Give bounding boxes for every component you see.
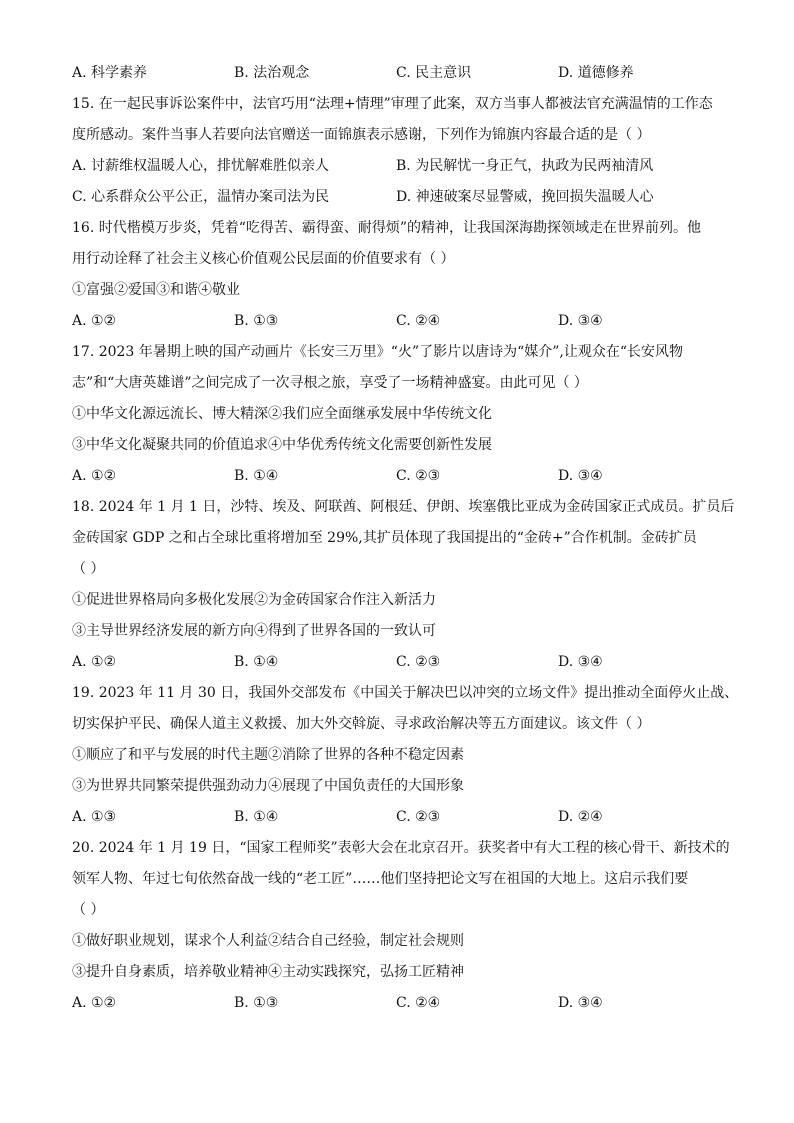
q16-stem-line-1: 16. 时代楷模万步炎，凭着“吃得苦、霸得蛮、耐得烦”的精神，让我国深海勘探领域走在世界前列。他	[72, 220, 702, 236]
q20-option-b[interactable]: B. ①③	[234, 995, 279, 1011]
q17-statements-1: ①中华文化源远流长、博大精深②我们应全面继承发展中华传统文化	[72, 406, 492, 422]
q20-stem-line-1: 20. 2024 年 1 月 19 日，“国家工程师奖”表彰大会在北京召开。获奖者中有大工程的核心骨干、新技术的	[72, 840, 730, 856]
q14-option-d[interactable]: D. 道德修养	[558, 65, 634, 81]
q18-stem-line-1: 18. 2024 年 1 月 1 日，沙特、埃及、阿联酋、阿根廷、伊朗、埃塞俄比亚成为金砖国家正式成员。扩员后	[72, 499, 735, 515]
q19-stem-line-1: 19. 2023 年 11 月 30 日，我国外交部发布《中国关于解决巴以冲突的立场文件》提出推动全面停火止战、	[72, 685, 739, 701]
q15-stem-line-2: 度所感动。案件当事人若要向法官赠送一面锦旗表示感谢，下列作为锦旗内容最合适的是（ ）	[72, 127, 651, 143]
q14-options	[72, 58, 722, 89]
q18-options	[72, 647, 722, 678]
q16-options	[72, 306, 722, 337]
q19-stem-line-2: 切实保护平民、确保人道主义救援、加大外交斡旋、寻求政治解决等五方面建议。该文件（ ）	[72, 716, 651, 732]
q15-option-c[interactable]: C. 心系群众公平公正，温情办案司法为民	[72, 189, 330, 205]
q20-options	[72, 988, 722, 1019]
q16-statements: ①富强②爱国③和谐④敬业	[72, 282, 240, 298]
q15-options-row-1	[72, 151, 722, 182]
q18-option-c[interactable]: C. ②③	[396, 654, 441, 670]
q15-option-b[interactable]: B. 为民解忧一身正气，执政为民两袖清风	[396, 158, 654, 174]
q17-stem-line-2: 志”和“大唐英雄谱”之间完成了一次寻根之旅，享受了一场精神盛宴。由此可见（ ）	[72, 375, 588, 391]
q20-statements-1: ①做好职业规划，谋求个人利益②结合自己经验，制定社会规则	[72, 933, 464, 949]
q18-stem-line-3: （ ）	[72, 561, 105, 577]
q19-statements-2: ③为世界共同繁荣提供强劲动力④展现了中国负责任的大国形象	[72, 778, 464, 794]
q16-option-c[interactable]: C. ②④	[396, 313, 441, 329]
q17-option-c[interactable]: C. ②③	[396, 468, 441, 484]
q20-stem-line-3: （ ）	[72, 902, 105, 918]
q15-stem-line-1: 15. 在一起民事诉讼案件中，法官巧用“法理+情理”审理了此案，双方当事人都被法官充满温情的工作态	[72, 96, 713, 112]
q17-option-d[interactable]: D. ③④	[558, 468, 603, 484]
q18-option-d[interactable]: D. ③④	[558, 654, 603, 670]
q16-option-d[interactable]: D. ③④	[558, 313, 603, 329]
q20-statements-2: ③提升自身素质，培养敬业精神④主动实践探究，弘扬工匠精神	[72, 964, 464, 980]
q16-option-a[interactable]: A. ①②	[72, 313, 117, 329]
q16-option-b[interactable]: B. ①③	[234, 313, 279, 329]
q17-options	[72, 461, 722, 492]
q19-option-d[interactable]: D. ②④	[558, 809, 603, 825]
q17-option-b[interactable]: B. ①④	[234, 468, 279, 484]
q18-option-a[interactable]: A. ①②	[72, 654, 117, 670]
q18-option-b[interactable]: B. ①④	[234, 654, 279, 670]
q19-option-c[interactable]: C. ②③	[396, 809, 441, 825]
q14-option-a[interactable]: A. 科学素养	[72, 65, 148, 81]
q15-options-row-2	[72, 182, 722, 213]
q17-stem-line-1: 17. 2023 年暑期上映的国产动画片《长安三万里》“火”了影片以唐诗为“媒介”,让观众在“长安风物	[72, 344, 684, 360]
q18-stem-line-2: 金砖国家 GDP 之和占全球比重将增加至 29%,其扩员体现了我国提出的“金砖+”合作机制。金砖扩员	[72, 530, 697, 546]
q19-option-a[interactable]: A. ①③	[72, 809, 117, 825]
q15-option-d[interactable]: D. 神速破案尽显警威，挽回损失温暖人心	[396, 189, 654, 205]
q16-stem-line-2: 用行动诠释了社会主义核心价值观公民层面的价值要求有（ ）	[72, 251, 455, 267]
q20-stem-line-2: 领军人物、年过七旬依然奋战一线的“老工匠”……他们坚持把论文写在祖国的大地上。这启示我们要	[72, 871, 689, 887]
q15-option-a[interactable]: A. 讨薪维权温暖人心，排忧解难胜似亲人	[72, 158, 330, 174]
q17-statements-2: ③中华文化凝聚共同的价值追求④中华优秀传统文化需要创新性发展	[72, 437, 492, 453]
q14-option-c[interactable]: C. 民主意识	[396, 65, 472, 81]
q18-statements-1: ①促进世界格局向多极化发展②为金砖国家合作注入新活力	[72, 592, 436, 608]
q14-option-b[interactable]: B. 法治观念	[234, 65, 310, 81]
q19-option-b[interactable]: B. ①④	[234, 809, 279, 825]
q17-option-a[interactable]: A. ①②	[72, 468, 117, 484]
exam-page	[72, 58, 739, 1019]
q18-statements-2: ③主导世界经济发展的新方向④得到了世界各国的一致认可	[72, 623, 436, 639]
q19-statements-1: ①顺应了和平与发展的时代主题②消除了世界的各种不稳定因素	[72, 747, 464, 763]
q19-options	[72, 802, 722, 833]
q20-option-a[interactable]: A. ①②	[72, 995, 117, 1011]
q20-option-d[interactable]: D. ③④	[558, 995, 603, 1011]
q20-option-c[interactable]: C. ②④	[396, 995, 441, 1011]
